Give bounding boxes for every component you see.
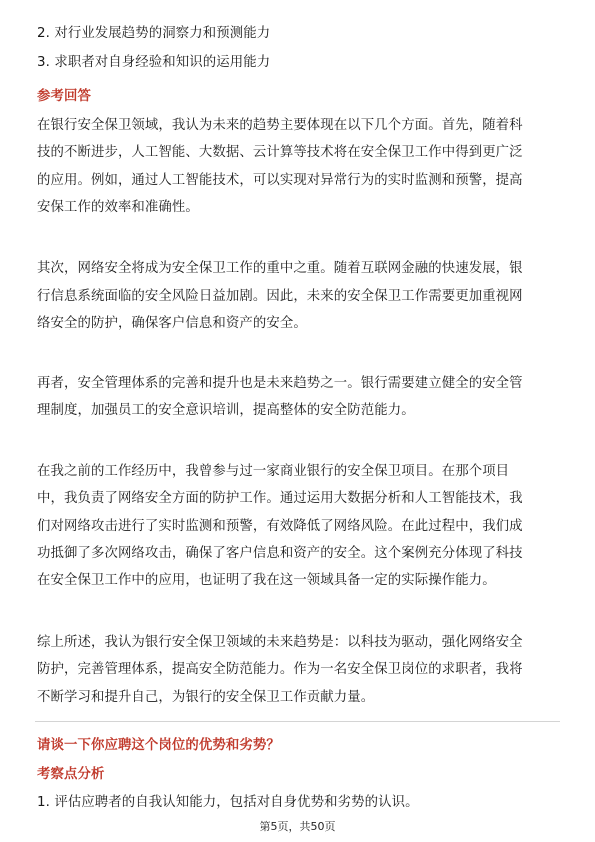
paragraph-line: 的应用。例如，通过人工智能技术，可以实现对异常行为的实时监测和预警，提高 xyxy=(37,173,523,188)
paragraph-line: 防护，完善管理体系，提高安全防范能力。作为一名安全保卫岗位的求职者，我将 xyxy=(37,662,523,677)
paragraph-line: 功抵御了多次网络攻击，确保了客户信息和资产的安全。这个案例充分体现了科技 xyxy=(37,546,523,561)
paragraph-line: 在银行安全保卫领域，我认为未来的趋势主要体现在以下几个方面。首先，随着科 xyxy=(37,118,523,133)
analysis-heading: 考察点分析 xyxy=(37,767,105,782)
paragraph-line: 在安全保卫工作中的应用，也证明了我在这一领域具备一定的实际操作能力。 xyxy=(37,573,496,588)
question-heading: 请谈一下你应聘这个岗位的优势和劣势？ xyxy=(37,738,280,753)
paragraph-line: 在我之前的工作经历中，我曾参与过一家商业银行的安全保卫项目。在那个项目 xyxy=(37,464,510,479)
paragraph-line: 技的不断进步，人工智能、大数据、云计算等技术将在安全保卫工作中得到更广泛 xyxy=(37,145,523,160)
paragraph-line: 理制度，加强员工的安全意识培训，提高整体的安全防范能力。 xyxy=(37,403,415,418)
answer-heading: 参考回答 xyxy=(37,89,91,104)
section-divider xyxy=(35,721,560,722)
paragraph-line: 络安全的防护，确保客户信息和资产的安全。 xyxy=(37,316,307,331)
paragraph-line: 们对网络攻击进行了实时监测和预警，有效降低了网络风险。在此过程中，我们成 xyxy=(37,519,523,534)
list-item: 1. 评估应聘者的自我认知能力，包括对自身优势和劣势的认识。 xyxy=(37,795,419,810)
list-item: 3. 求职者对自身经验和知识的运用能力 xyxy=(37,55,271,70)
list-item: 2. 对行业发展趋势的洞察力和预测能力 xyxy=(37,26,271,41)
paragraph-line: 安保工作的效率和准确性。 xyxy=(37,200,199,215)
paragraph-line: 其次，网络安全将成为安全保卫工作的重中之重。随着互联网金融的快速发展，银 xyxy=(37,261,523,276)
paragraph-line: 中，我负责了网络安全方面的防护工作。通过运用大数据分析和人工智能技术，我 xyxy=(37,491,523,506)
paragraph-line: 再者，安全管理体系的完善和提升也是未来趋势之一。银行需要建立健全的安全管 xyxy=(37,376,523,391)
page-number: 第5页，共50页 xyxy=(259,820,336,833)
paragraph-line: 不断学习和提升自己，为银行的安全保卫工作贡献力量。 xyxy=(37,690,375,705)
paragraph-line: 综上所述，我认为银行安全保卫领域的未来趋势是：以科技为驱动，强化网络安全 xyxy=(37,635,523,650)
paragraph-line: 行信息系统面临的安全风险日益加剧。因此，未来的安全保卫工作需要更加重视网 xyxy=(37,289,523,304)
